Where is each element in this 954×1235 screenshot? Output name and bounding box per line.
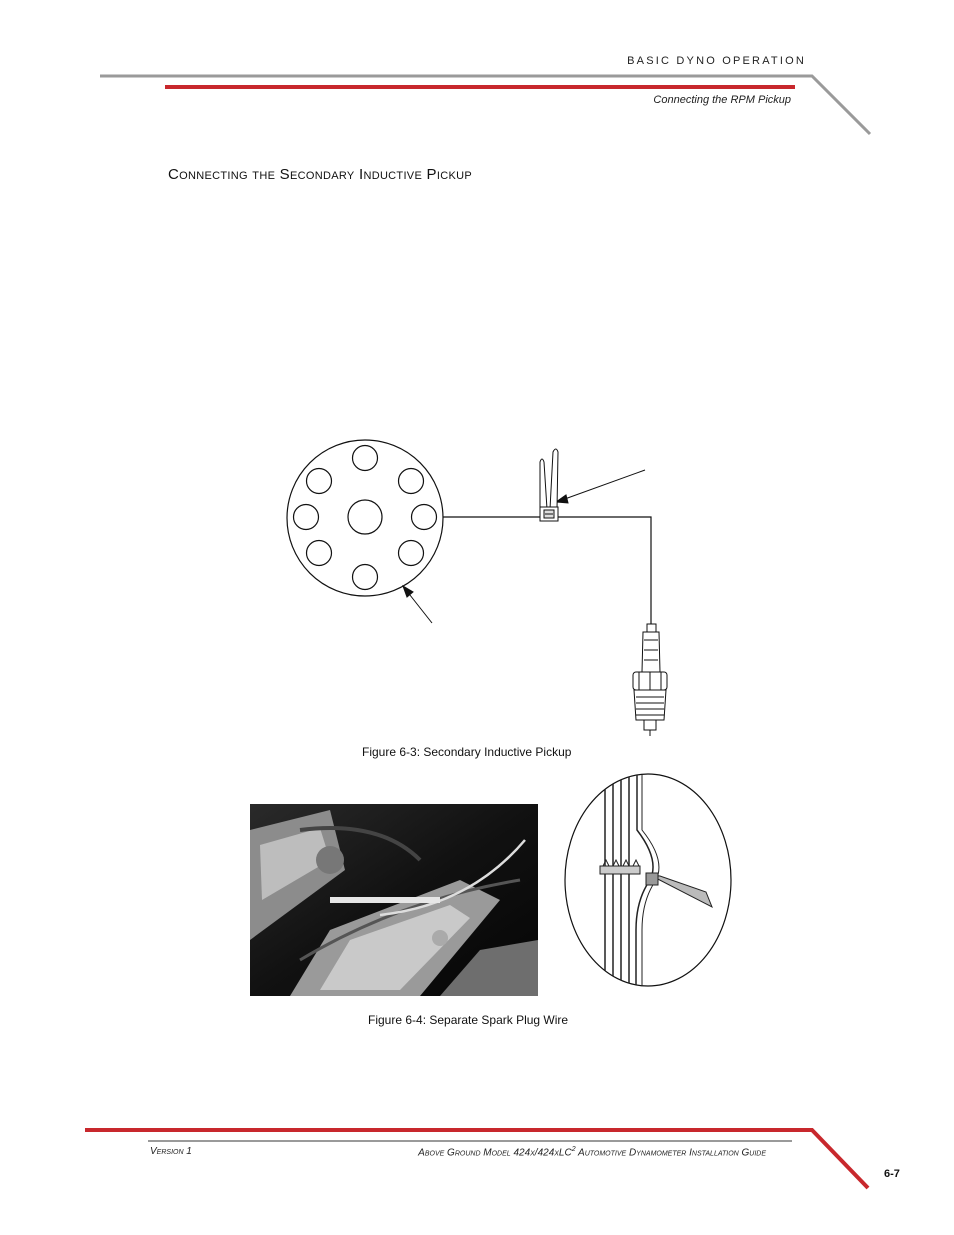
footer-guide-title-post: Automotive Dynamometer Installation Guide bbox=[575, 1147, 766, 1159]
footer-guide-title-pre: Above Ground Model 424x/424xLC bbox=[418, 1147, 572, 1159]
header-subsection-title: Connecting the RPM Pickup bbox=[653, 94, 791, 106]
page-title: Connecting the Secondary Inductive Pickup bbox=[168, 166, 472, 183]
footer-guide-title-sup: 2 bbox=[571, 1146, 576, 1153]
header-section-title: BASIC DYNO OPERATION bbox=[627, 55, 806, 67]
footer-version: Version 1 bbox=[150, 1146, 192, 1157]
engine-photo bbox=[250, 804, 538, 996]
figure-6-3-caption: Figure 6-3: Secondary Inductive Pickup bbox=[362, 745, 572, 759]
wire-detail-illustration bbox=[565, 770, 731, 990]
footer-guide-title bbox=[418, 1146, 766, 1158]
page-number: 6-7 bbox=[884, 1168, 900, 1180]
figure-6-4-caption: Figure 6-4: Separate Spark Plug Wire bbox=[368, 1013, 569, 1027]
